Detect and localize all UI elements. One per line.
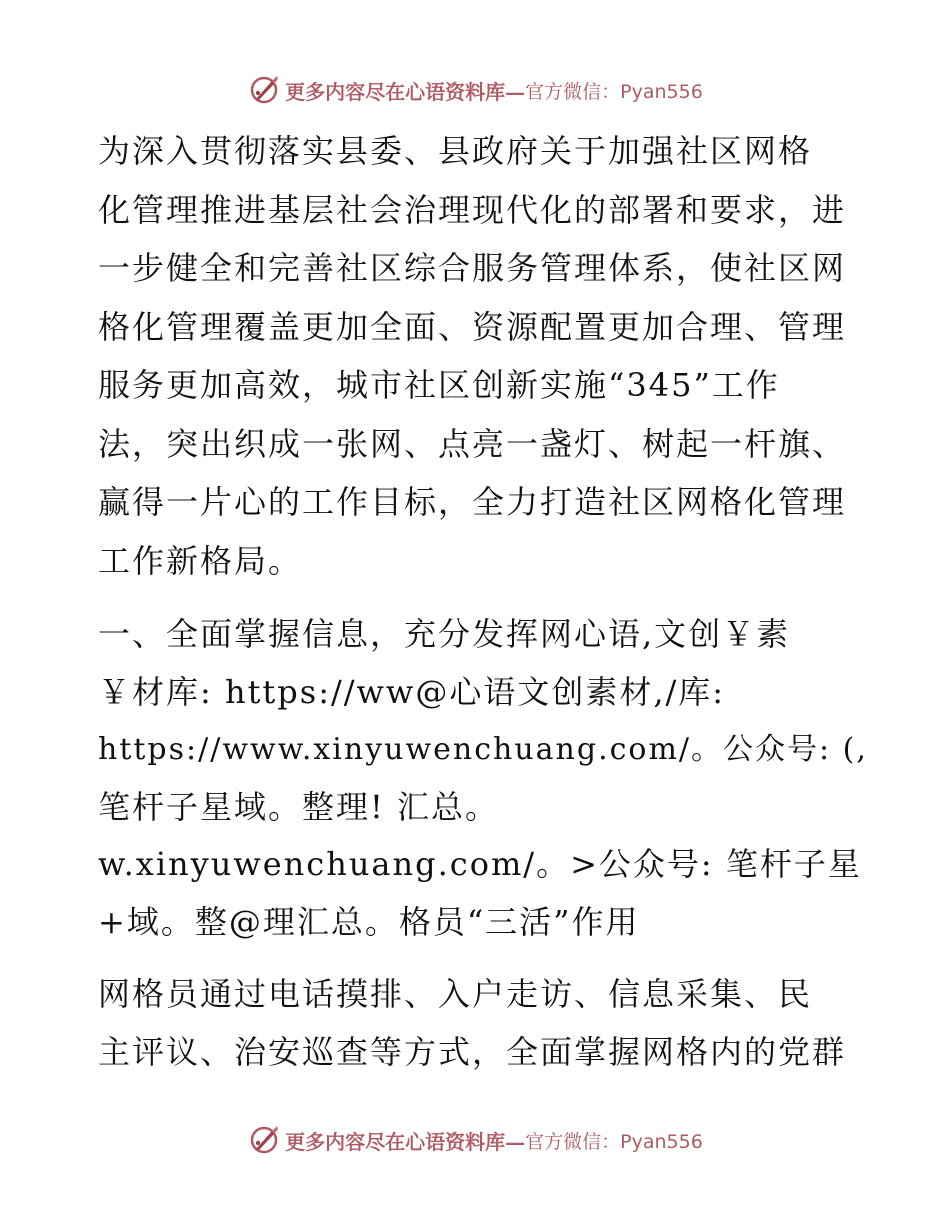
text-line: 格化管理覆盖更加全面、资源配置更加合理、管理: [98, 307, 847, 346]
text-line: 网格员通过电话摸排、入户走访、信息采集、民: [98, 975, 813, 1013]
banner-brand-text: 更多内容尽在心语资料库—: [285, 1129, 526, 1154]
text-line: w.xinyuwenchuang.com/。>公众号: 笔杆子星: [98, 845, 862, 883]
text-line: 笔杆子星域。整理! 汇总。: [98, 787, 500, 826]
text-line: 化管理推进基层社会治理现代化的部署和要求，进: [98, 190, 847, 229]
text-line: 赢得一片心的工作目标，全力打造社区网格化管理: [98, 483, 847, 521]
quill-pen-logo-icon: [247, 73, 281, 107]
paragraph-section-one: [98, 606, 868, 951]
text-line: 主评议、治安巡查等方式，全面掌握网格内的党群: [98, 1033, 847, 1071]
header-banner: [0, 70, 950, 110]
text-line: 工作新格局。: [98, 541, 303, 580]
text-line: +域。整@理汇总。格员“三活”作用: [98, 902, 640, 941]
banner-contact-text: 官方微信：Pyan556: [525, 1130, 703, 1153]
text-line: 一、全面掌握信息，充分发挥网心语,文创￥素: [98, 615, 791, 653]
text-line: ￥材库: https://ww@心语文创素材,/库:: [98, 672, 726, 711]
text-line: 法，突出织成一张网、点亮一盏灯、树起一杆旗、: [98, 424, 847, 463]
footer-banner: [0, 1120, 950, 1160]
paragraph-grid-staff: [98, 965, 858, 1081]
document-body: [98, 122, 868, 1081]
text-line: 一步健全和完善社区综合服务管理体系，使社区网: [98, 249, 847, 287]
quill-pen-logo-icon: [247, 1123, 281, 1157]
paragraph-intro: [98, 122, 858, 590]
text-line: 为深入贯彻落实县委、县政府关于加强社区网格: [98, 132, 813, 170]
banner-contact-text: 官方微信：Pyan556: [525, 80, 703, 103]
banner-brand-text: 更多内容尽在心语资料库—: [285, 79, 526, 104]
text-line: 服务更加高效，城市社区创新实施“345”工作: [98, 366, 780, 404]
text-line: https://www.xinyuwenchuang.com/。公众号: (,: [98, 732, 868, 767]
